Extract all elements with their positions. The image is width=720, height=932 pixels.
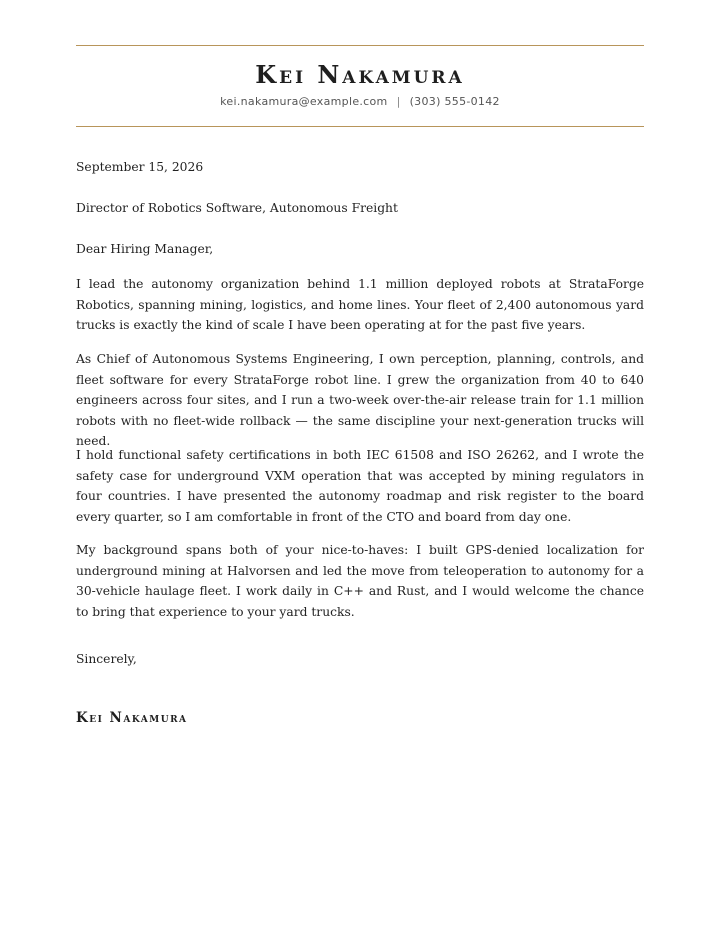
- contact-separator: |: [396, 95, 401, 108]
- header-top-rule: [76, 45, 644, 46]
- phone-number: (303) 555-0142: [409, 95, 500, 108]
- body-paragraph: I hold functional safety certifications in both IEC 61508 and ISO 26262, and I wrote the safety case for underground VXM operation that was accepted by mining regulators in four countries. I have presented the autonomy roadmap and risk register to the board every quarter, so I am comfortable in front of the CTO and board from day one.: [76, 448, 644, 524]
- email-address: kei.nakamura@example.com: [220, 95, 388, 108]
- closing: Sincerely,: [76, 652, 137, 666]
- body-paragraph: As Chief of Autonomous Systems Engineering, I own perception, planning, controls, and fleet software for every StrataForge robot line. I grew the organization from 40 to 640 engineers across four sites, and I run a two-week over-the-air release train for 1.1 million robots with no fleet-wide rollback — the same discipline your next-generation trucks will need.: [76, 352, 644, 448]
- applicant-name: Kei Nakamura: [255, 60, 465, 89]
- salutation: Dear Hiring Manager,: [76, 242, 214, 256]
- letter-date: September 15, 2026: [76, 160, 204, 174]
- body-paragraph: My background spans both of your nice-to-haves: I built GPS-denied localization for underground mining at Halvorsen and led the move from teleoperation to autonomy for a 30-vehicle haulage fleet. I work daily in C++ and Rust, and I would welcome the chance to bring that experience to your yard trucks.: [76, 543, 644, 619]
- body-paragraph: I lead the autonomy organization behind 1.1 million deployed robots at StrataForge Robotics, spanning mining, logistics, and home lines. Your fleet of 2,400 autonomous yard trucks is exactly the kind of scale I have been operating at for the past five years.: [76, 277, 644, 332]
- signature-name: Kei Nakamura: [76, 710, 188, 726]
- recipient-line: Director of Robotics Software, Autonomous Freight: [76, 201, 398, 215]
- header-bottom-rule: [76, 126, 644, 127]
- contact-line: [0, 95, 720, 108]
